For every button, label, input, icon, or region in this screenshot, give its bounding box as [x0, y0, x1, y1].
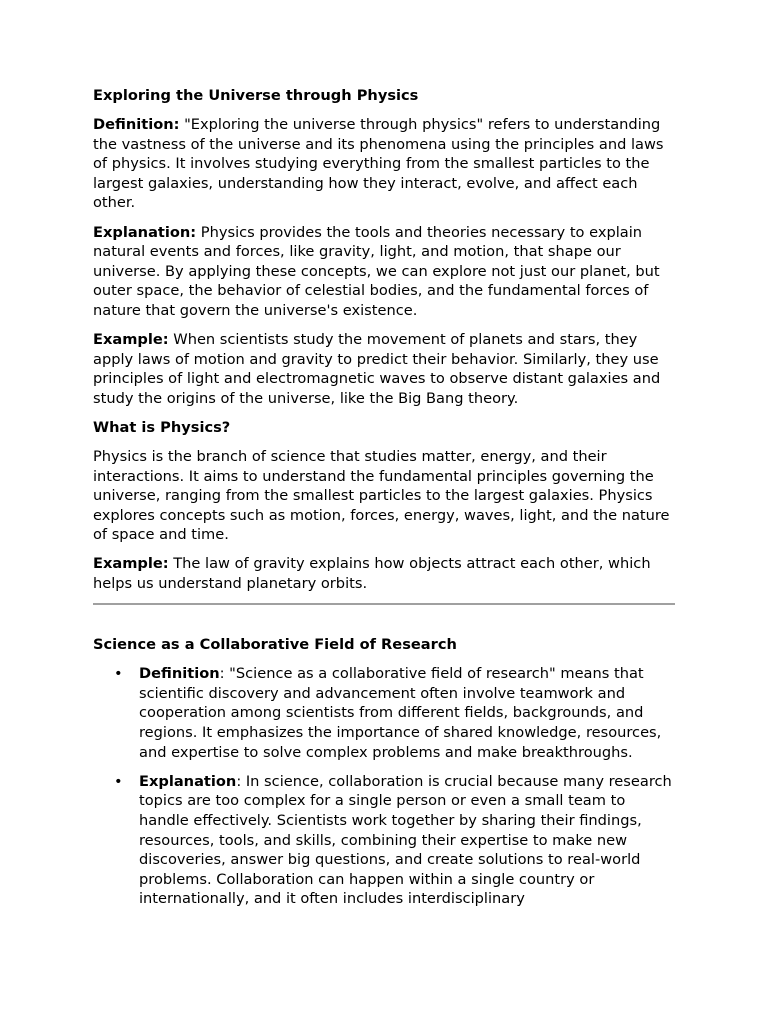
- section-title-what-is-physics: What is Physics?: [93, 418, 231, 436]
- section-title-exploring-universe: Exploring the Universe through Physics: [93, 87, 419, 104]
- example-paragraph: [93, 330, 675, 408]
- explanation-text: Physics provides the tools and theories necessary to explain natural events and forces, like gravity, light, and motion, that shape our universe. By applying these concepts, we can explore not just our planet, but outer space, the behavior of celestial bodies, and the fundamental forces of nature that govern the universe's existence.: [93, 223, 660, 319]
- gravity-example-label: Example:: [93, 555, 169, 573]
- bullet-icon: •: [114, 772, 123, 790]
- bullet-text: : In science, collaboration is crucial because many research topics are too complex for a single person or even a small team to handle effectively. Scientists work together by sharing their findings, resources, tools, and skills, combining their expertise to make new discoveries, answer big questions, and create solutions to real-world problems. Collaboration can happen within a single country or internationally, and it often includes interdisciplinary: [139, 772, 672, 908]
- bullet-label: Explanation: [139, 772, 237, 790]
- bullet-label: Definition: [139, 665, 220, 683]
- explanation-paragraph: [93, 223, 675, 321]
- definition-text: "Exploring the universe through physics" refers to understanding the vastness of the universe and its phenomena using the principles and laws of physics. It involves studying everything from the smallest particles to the largest galaxies, understanding how they interact, evolve, and affect each other.: [93, 116, 664, 212]
- gravity-example-text: The law of gravity explains how objects attract each other, which helps us understand planetary orbits.: [93, 555, 651, 593]
- bullet-icon: •: [114, 665, 123, 683]
- gravity-example-paragraph: [93, 554, 675, 593]
- horizontal-divider: [93, 603, 675, 605]
- bullet-text: : "Science as a collaborative field of research" means that scientific discovery and advancement often involve teamwork and cooperation among scientists from different fields, backgrounds, and regions. It emphasizes the importance of shared knowledge, resources, and expertise to solve complex problems and make breakthroughs.: [139, 665, 662, 761]
- collaboration-bullet-list: [93, 664, 675, 909]
- example-text: When scientists study the movement of planets and stars, they apply laws of motion and gravity to predict their behavior. Similarly, they use principles of light and electromagnetic waves to observe distant galaxies and study the origins of the universe, like the Big Bang theory.: [93, 331, 661, 407]
- definition-label: Definition:: [93, 116, 180, 134]
- list-item: [93, 772, 675, 909]
- example-label: Example:: [93, 331, 169, 349]
- physics-definition-paragraph: Physics is the branch of science that studies matter, energy, and their interactions. It aims to understand the fundamental principles governing the universe, ranging from the smallest particles to the largest galaxies. Physics explores concepts such as motion, forces, energy, waves, light, and the nature of space and time.: [93, 448, 670, 544]
- explanation-label: Explanation:: [93, 223, 197, 241]
- section-title-collaborative-science: Science as a Collaborative Field of Research: [93, 636, 457, 654]
- definition-paragraph: [93, 115, 675, 213]
- list-item: [93, 664, 675, 762]
